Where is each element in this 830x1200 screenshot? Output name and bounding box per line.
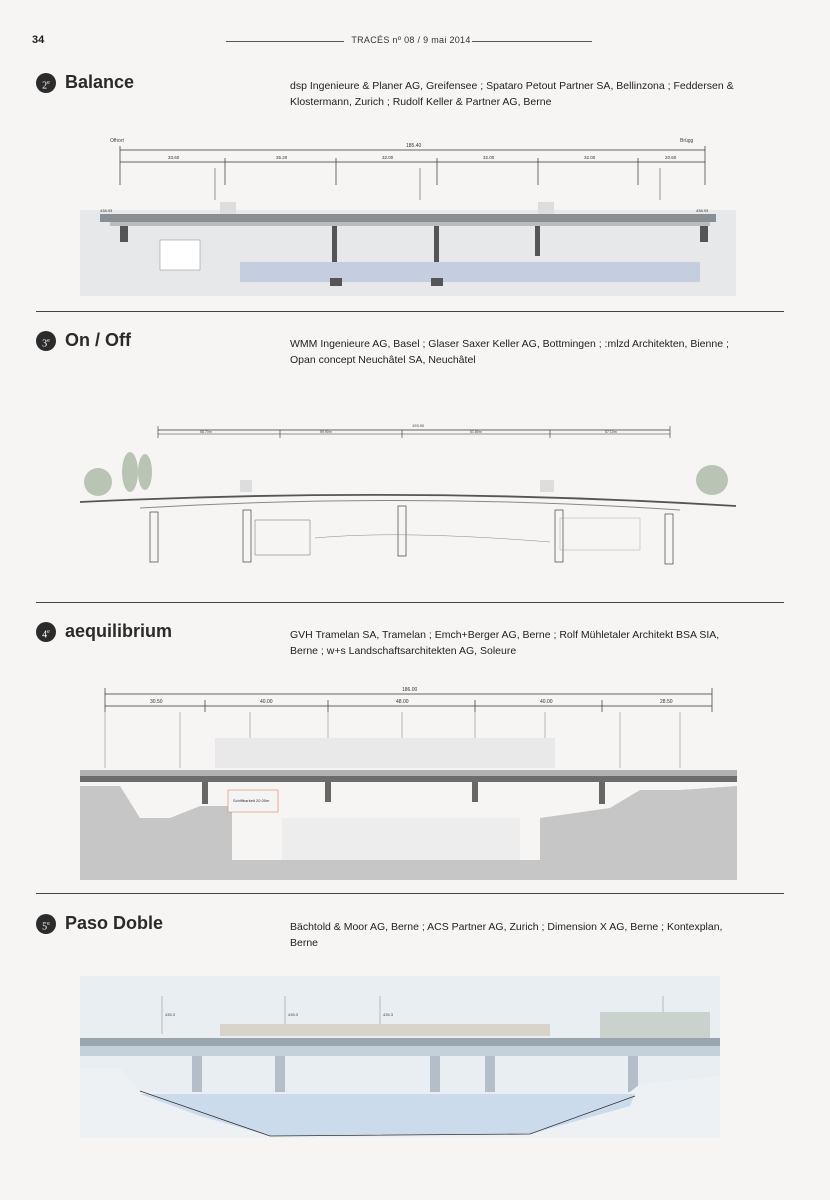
- balance-elevation-drawing: [80, 130, 736, 296]
- rank-badge: 2e: [36, 73, 56, 93]
- paso-doble-elevation-drawing: [80, 976, 720, 1138]
- balance-span-label: 35.20: [276, 155, 288, 160]
- project-authors: GVH Tramelan SA, Tramelan ; Emch+Berger AG, Berne ; Rolf Mühletaler Architekt BSA SIA, Berne ; w+s Landschaftsarchitekten AG, Soleure: [290, 629, 720, 657]
- aequilibrium-span-label: 40.00: [260, 699, 273, 705]
- aequilibrium-span-label: 48.00: [396, 699, 409, 705]
- aequilibrium-total-label: 186.00: [402, 687, 418, 693]
- balance-span-label: 32.00: [382, 155, 394, 160]
- balance-span-label: 20.60: [665, 155, 677, 160]
- on-off-span-label: 51.80m: [470, 430, 482, 434]
- balance-span-label: 32.00: [483, 155, 495, 160]
- section-divider: [36, 893, 784, 894]
- balance-right-level-label: 438.93: [696, 208, 709, 213]
- paso-doble-level-label: 435.3: [383, 1012, 394, 1017]
- on-off-span-label: 57.10m: [605, 430, 617, 434]
- rank-badge: 5e: [36, 914, 56, 934]
- on-off-total-label: 193.90: [412, 423, 425, 428]
- project-title: Paso Doble: [65, 913, 164, 933]
- on-off-span-label: 59.90m: [320, 430, 332, 434]
- section-divider: [36, 311, 784, 312]
- project-authors: WMM Ingenieure AG, Basel ; Glaser Saxer Keller AG, Bottmingen ; :mlzd Architekten, Bienne ; Opan concept Neuchâtel SA, Neuchâtel: [290, 338, 729, 366]
- paso-doble-level-label: 435.3: [165, 1012, 176, 1017]
- balance-left-level-label: 438.93: [100, 208, 113, 213]
- journal-header: TRACÉS nº 08 / 9 mai 2014: [351, 35, 471, 45]
- aequilibrium-span-label: 40.00: [540, 699, 553, 705]
- project-title: Balance: [65, 72, 135, 92]
- project-authors: dsp Ingenieure & Planer AG, Greifensee ; Spataro Petout Partner SA, Bellinzona ; Feddersen & Klostermann, Zurich ; Rudolf Keller & Partner AG, Berne: [290, 80, 734, 108]
- header-rule-left: [226, 41, 344, 42]
- project-title: On / Off: [65, 330, 131, 350]
- section-divider: [36, 602, 784, 603]
- header-rule-right: [472, 41, 592, 42]
- rank-badge: 4e: [36, 622, 56, 642]
- aequilibrium-span-label: 30.50: [150, 699, 163, 705]
- balance-total-label: 185.40: [406, 143, 422, 149]
- project-title: aequilibrium: [65, 621, 173, 641]
- on-off-span-label: 58.70m: [200, 430, 212, 434]
- balance-span-label: 33.60: [168, 155, 180, 160]
- on-off-elevation-drawing: [80, 420, 736, 590]
- balance-left-end-label: Ofhort: [110, 138, 124, 144]
- balance-span-label: 32.00: [584, 155, 596, 160]
- page-number: 34: [32, 34, 45, 46]
- balance-right-end-label: Brügg: [680, 138, 694, 144]
- paso-doble-level-label: 435.3: [288, 1012, 299, 1017]
- project-authors: Bächtold & Moor AG, Berne ; ACS Partner AG, Zurich ; Dimension X AG, Berne ; Kontexplan, Berne: [290, 921, 723, 949]
- aequilibrium-span-label: 28.50: [660, 699, 673, 705]
- aequilibrium-elevation-drawing: [80, 678, 737, 880]
- aequilibrium-channel-label: Schiffbarkeit 20.00m: [233, 798, 270, 803]
- rank-badge: 3e: [36, 331, 56, 351]
